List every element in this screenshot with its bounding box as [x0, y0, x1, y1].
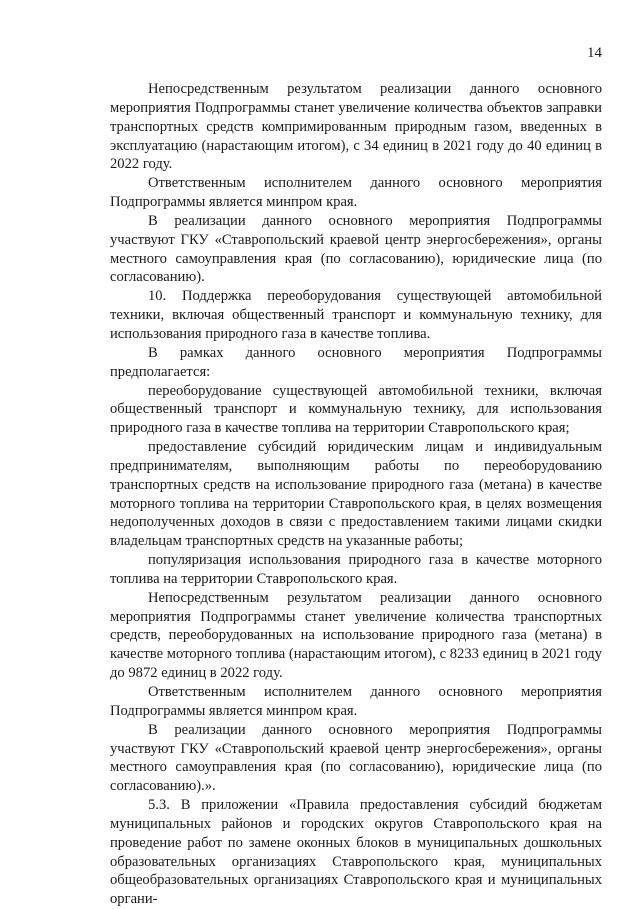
paragraph-planned-intro: В рамках данного основного мероприятия Подпрограммы предполагается: [110, 344, 602, 380]
paragraph-participants: В реализации данного основного мероприятия Подпрограммы участвуют ГКУ «Ставропольский краевой центр энергосбережения», органы местного самоуправления края (по согласованию), юридические лица (по согласованию). [110, 212, 602, 286]
paragraph-participants-2: В реализации данного основного мероприятия Подпрограммы участвуют ГКУ «Ставропольский краевой центр энергосбережения», органы местного самоуправления края (по согласованию), юридические лица (по согласованию).». [110, 721, 602, 795]
page-number: 14 [587, 45, 602, 61]
paragraph-responsible-executor: Ответственным исполнителем данного основного мероприятия Подпрограммы является минпром края. [110, 175, 602, 211]
paragraph-result-cng-stations: Непосредственным результатом реализации данного основного мероприятия Подпрограммы станет увеличение количества объектов заправки транспортных средств компримированным природным газом, введенных в эксплуатацию (нарастающим итогом), с 34 единиц в 2021 году до 40 единиц в 2022 году. [110, 81, 602, 173]
document-body [110, 80, 602, 909]
paragraph-responsible-executor-2: Ответственным исполнителем данного основного мероприятия Подпрограммы является минпром края. [110, 684, 602, 719]
paragraph-result-converted-vehicles: Непосредственным результатом реализации данного основного мероприятия Подпрограммы станет увеличение количества транспортных средств, переоборудованных на использование природного газа (метана) в качестве моторного топлива (нарастающим итогом), с 8233 единиц в 2021 году до 9872 единиц в 2022 году. [110, 589, 602, 682]
paragraph-conversion: переоборудование существующей автомобильной техники, включая общественный транспорт и коммунальную технику, для использования природного газа в качестве топлива на территории Ставропольского края; [110, 382, 602, 437]
paragraph-section-5-3: 5.3. В приложении «Правила предоставления субсидий бюджетам муниципальных районов и городских округов Ставропольского края на проведение работ по замене оконных блоков в муниципальных дошкольных образовательных организациях Ставропольского края, муниципальных общеобразовательных организациях Ставропольского края и муниципальных органи- [110, 797, 602, 908]
paragraph-subsidies: предоставление субсидий юридическим лицам и индивидуальным предпринимателям, выполняющим работы по переоборудованию транспортных средств на использование природного газа (метана) в качестве моторного топлива на территории Ставропольского края, в целях возмещения недополученных доходов в связи с предоставлением такими лицами скидки владельцам транспортных средств на указанные работы; [110, 439, 602, 550]
paragraph-popularization: популяризация использования природного газа в качестве моторного топлива на территории Ставропольского края. [110, 552, 602, 587]
paragraph-item-10-heading: 10. Поддержка переоборудования существующей автомобильной техники, включая общественный транспорт и коммунальную технику, для использования природного газа в качестве топлива. [110, 288, 602, 342]
